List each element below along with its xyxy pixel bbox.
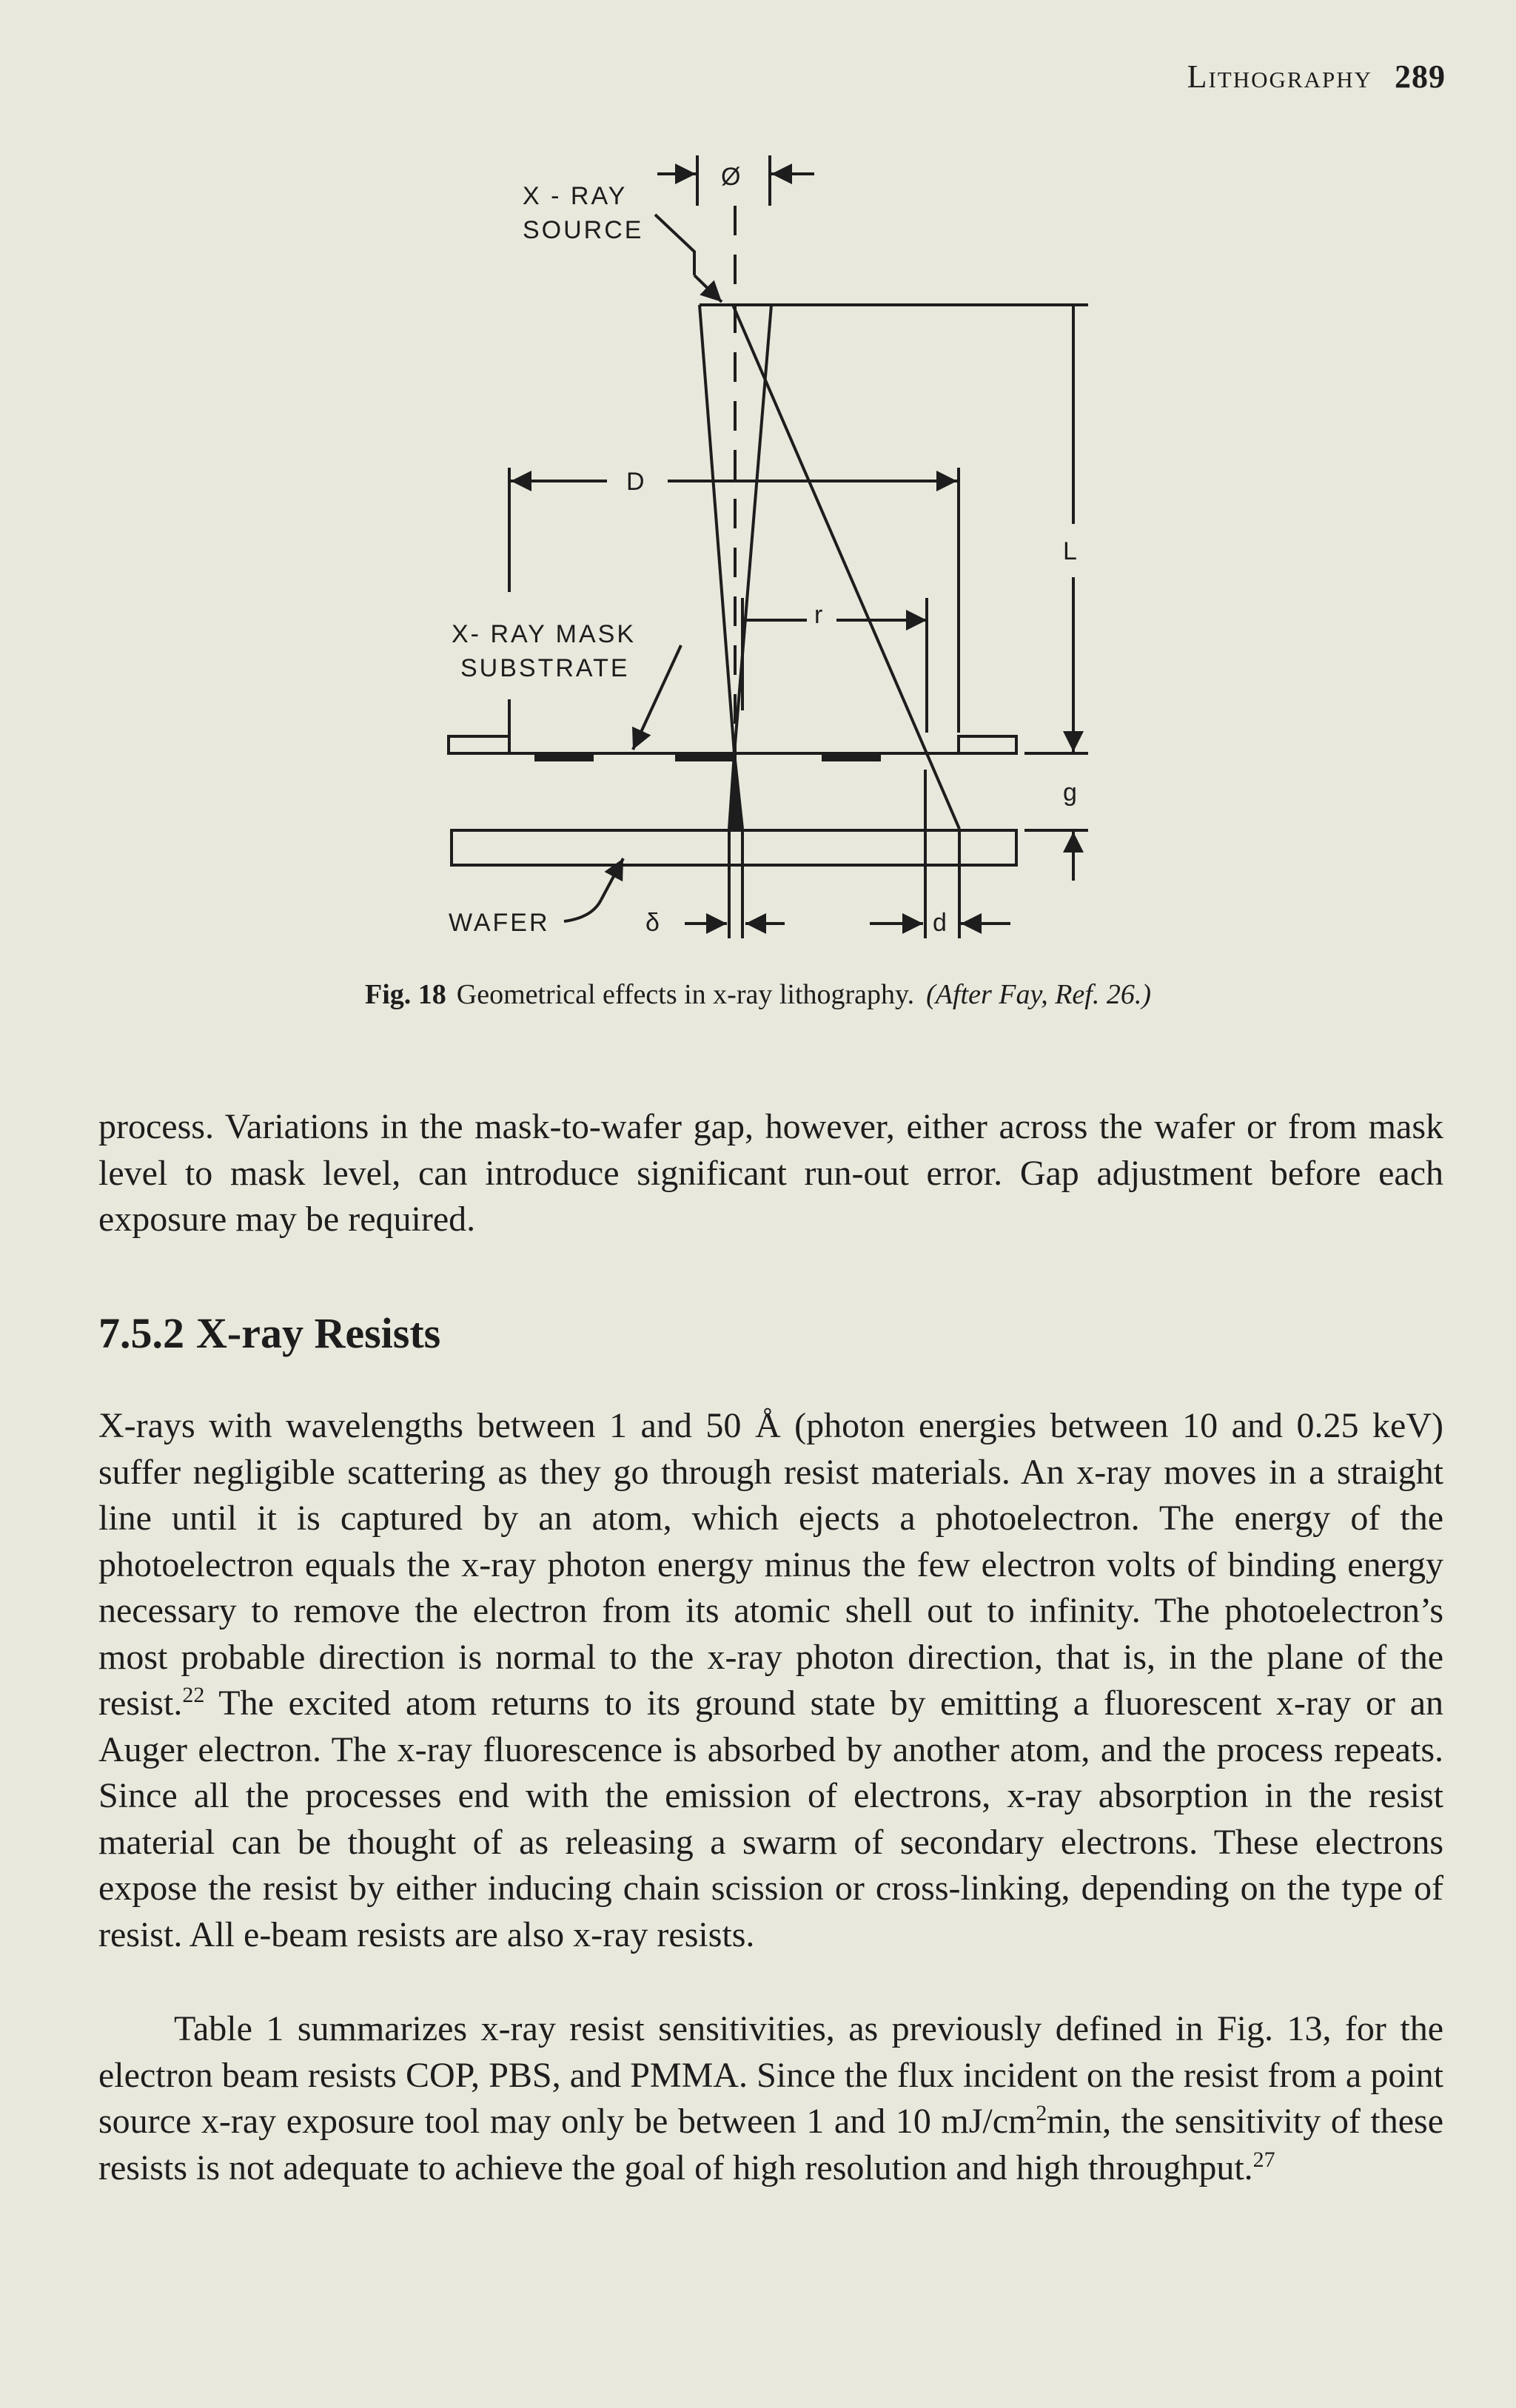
xray-source-label-line1: X - RAY xyxy=(523,182,628,210)
paragraph-3 xyxy=(98,2006,1443,2191)
mask-label-line1: X- RAY MASK xyxy=(452,620,637,648)
source-pointer-arrow xyxy=(694,275,722,302)
paragraph-1-text: process. Variations in the mask-to-wafer gap, however, either across the wafer or from mask level to mask level, can introduce significant run-out error. Gap adjustment before each exposure may be required. xyxy=(98,1107,1443,1239)
paragraph-2 xyxy=(98,1403,1443,1958)
superscript-2: 2 xyxy=(1036,2101,1047,2125)
section-title: X-ray Resists xyxy=(196,1309,441,1357)
mask-pointer-arrow xyxy=(633,645,681,750)
caption-credit: (After Fay, Ref. 26.) xyxy=(926,979,1152,1010)
cone-right-edge xyxy=(734,305,771,753)
mask-substrate-right-block xyxy=(959,736,1016,753)
edge-ray xyxy=(733,305,959,829)
source-leader-line xyxy=(655,215,694,275)
D-label: D xyxy=(626,468,647,496)
absorber-1 xyxy=(534,752,594,761)
L-label: L xyxy=(1063,537,1079,565)
paragraph-1 xyxy=(98,1104,1443,1243)
footnote-ref-27: 27 xyxy=(1252,2147,1275,2172)
delta-label: δ xyxy=(645,909,662,937)
paragraph-3-part-a: Table 1 summarizes x-ray resist sensitivities, as previously defined in Fig. 13, for the electron beam resists COP, PBS, and PMMA. Since the flux incident on the resist from a point source x-ray exposure tool may only be between 1 and 10 mJ/cm xyxy=(98,2009,1443,2141)
mask-label-line2: SUBSTRATE xyxy=(460,654,630,682)
mask-substrate-left-block xyxy=(449,736,509,753)
phi-label: Ø xyxy=(721,163,743,191)
paragraph-2-part-a: X-rays with wavelengths between 1 and 50 Å (photon energies between 10 and 0.25 keV) suffer negligible scattering as they go through resist materials. An x-ray moves in a straight line until it is captured by an atom, which ejects a photoelectron. The energy of the photoelectron equals the x-ray photon energy minus the few electron volts of binding energy necessary to remove the electron from its atomic shell out to infinity. The photoelectron’s most probable direction is normal to the x-ray photon direction, that is, in the plane of the resist. xyxy=(98,1406,1443,1723)
page-number: 289 xyxy=(1395,58,1446,95)
d-label: d xyxy=(933,909,949,937)
g-label: g xyxy=(1063,778,1079,807)
figure-number: Fig. 18 xyxy=(364,979,446,1010)
absorber-3 xyxy=(822,752,881,761)
paragraph-2-part-b: The excited atom returns to its ground state by emitting a fluorescent x-ray or an Auger electron. The x-ray fluorescence is absorbed by another atom, and the process repeats. Since all the processes end with the emission of electrons, x-ray absorption in the resist material can be thought of as releasing a swarm of secondary electrons. These electrons expose the resist by either inducing chain scission or cross-linking, depending on the type of resist. All e-beam resists are also x-ray resists. xyxy=(98,1684,1443,1954)
section-heading xyxy=(98,1308,440,1358)
wafer-label: WAFER xyxy=(449,909,550,937)
cone-left-edge xyxy=(700,305,734,753)
section-number: 7.5.2 xyxy=(98,1309,184,1357)
footnote-ref-22: 22 xyxy=(182,1683,205,1707)
paragraph-3-part-b: min, the sensitivity of these resists is not adequate to achieve the goal of high resolution and high throughput. xyxy=(98,2102,1444,2187)
xray-geometry-figure xyxy=(0,0,1516,992)
running-head-title: Lithography xyxy=(1187,58,1372,95)
r-label: r xyxy=(814,601,825,629)
wafer-rect xyxy=(452,830,1016,865)
figure-caption xyxy=(0,978,1516,1011)
caption-text: Geometrical effects in x-ray lithography. xyxy=(456,979,915,1010)
absorber-2 xyxy=(675,752,734,761)
xray-source-label-line2: SOURCE xyxy=(523,216,644,244)
wafer-leader-curve xyxy=(564,900,601,921)
